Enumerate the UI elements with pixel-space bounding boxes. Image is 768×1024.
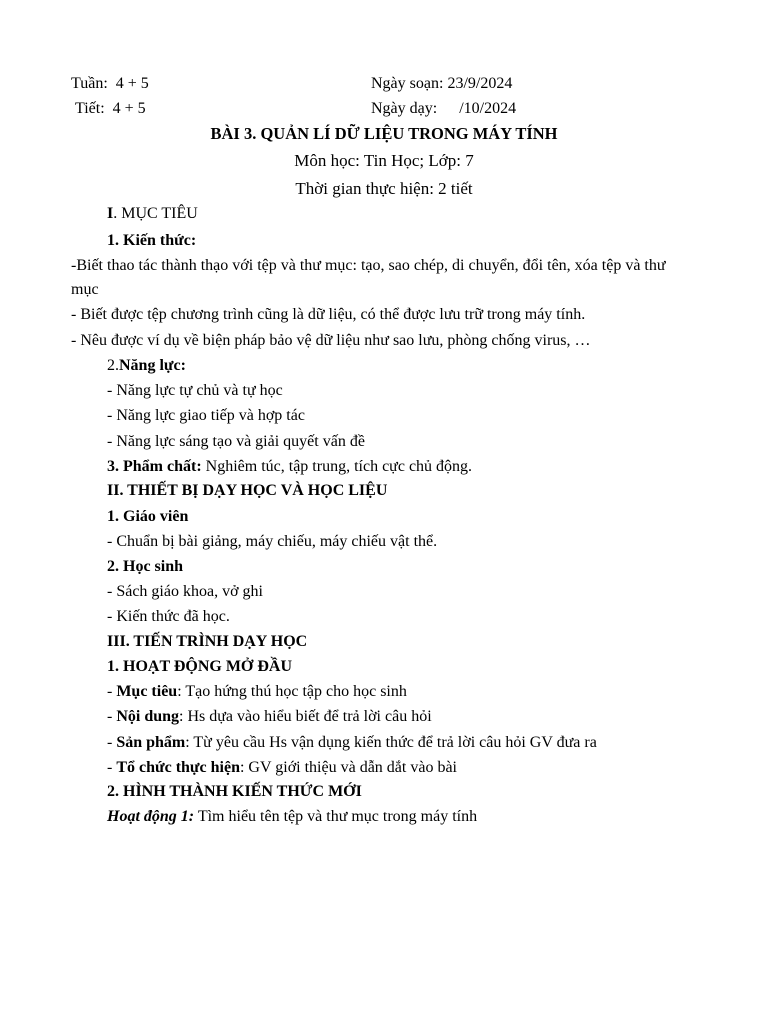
row-label: Nội dung (116, 708, 180, 725)
lesson-title: BÀI 3. QUẢN LÍ DỮ LIỆU TRONG MÁY TÍNH (210, 124, 558, 143)
section-3-num: III (107, 633, 126, 650)
duration-line: Thời gian thực hiện: 2 tiết (295, 179, 473, 198)
sub-activity-line (107, 807, 477, 827)
header-tiet (75, 99, 146, 119)
competence-num: 2. (107, 357, 119, 374)
header-ngay-day (371, 99, 516, 119)
section-2-num: II (107, 482, 120, 499)
activity-1-heading (107, 657, 292, 677)
knowledge-heading (107, 231, 196, 251)
header-ngay-soan (371, 74, 512, 94)
teacher-title: 1. Giáo viên (107, 508, 189, 525)
header-tuan (71, 74, 149, 94)
row-text: : GV giới thiệu và dẫn dắt vào bài (239, 759, 457, 776)
ngay-day-label: Ngày dạy: (371, 100, 438, 117)
row-label: Mục tiêu (116, 683, 178, 700)
quality-text: Nghiêm túc, tập trung, tích cực chủ động. (201, 458, 473, 475)
ngay-day-value: /10/2024 (459, 100, 517, 117)
student-heading (107, 557, 183, 577)
row-dash: - (107, 734, 117, 751)
competence-heading (107, 356, 186, 376)
activity-row (107, 758, 457, 778)
teacher-item: - Chuẩn bị bài giảng, máy chiếu, máy chiếu vật thể. (107, 533, 438, 550)
row-text: : Hs dựa vào hiểu biết để trả lời câu hỏi (179, 708, 432, 725)
knowledge-num: 1 (107, 232, 115, 249)
quality-title: . Phẩm chất: (115, 458, 202, 475)
section-1-title: . MỤC TIÊU (113, 205, 198, 222)
row-label: Sản phẩm (116, 734, 186, 751)
ngay-soan-label: Ngày soạn: (371, 75, 444, 92)
activity-2-title: 2. HÌNH THÀNH KIẾN THỨC MỚI (107, 783, 362, 800)
student-item: - Kiến thức đã học. (107, 608, 230, 625)
knowledge-item: - Biết được tệp chương trình cũng là dữ liệu, có thể được lưu trữ trong máy tính. (71, 306, 586, 323)
student-item: - Sách giáo khoa, vở ghi (107, 583, 263, 600)
row-dash: - (107, 708, 117, 725)
sub-activity-text: Tìm hiểu tên tệp và thư mục trong máy tính (194, 808, 478, 825)
competence-item: - Năng lực sáng tạo và giải quyết vấn đề (107, 433, 365, 450)
tuan-value: 4 + 5 (115, 75, 149, 92)
section-1-heading (107, 204, 198, 224)
quality-line (107, 457, 472, 477)
row-label: Tổ chức thực hiện (116, 759, 240, 776)
knowledge-title: . Kiến thức: (115, 232, 197, 249)
row-dash: - (107, 759, 117, 776)
tiet-value: 4 + 5 (112, 100, 146, 117)
knowledge-item: -Biết thao tác thành thạo với tệp và thư mục: tạo, sao chép, di chuyển, đổi tên, xóa tệp và thư (71, 257, 666, 274)
tiet-label: Tiết: (75, 100, 105, 117)
competence-title: Năng lực: (119, 357, 186, 374)
competence-item: - Năng lực tự chủ và tự học (107, 382, 283, 399)
activity-2-heading (107, 782, 362, 802)
section-3-title: . TIẾN TRÌNH DẠY HỌC (125, 633, 308, 650)
sub-activity-label: Hoạt động 1: (107, 808, 195, 825)
ngay-soan-value: 23/9/2024 (447, 75, 513, 92)
student-title: 2. Học sinh (107, 558, 184, 575)
activity-row (107, 682, 407, 702)
row-text: : Tạo hứng thú học tập cho học sinh (177, 683, 407, 700)
row-dash: - (107, 683, 117, 700)
activity-row (107, 707, 432, 727)
teacher-heading (107, 507, 188, 527)
section-3-heading (107, 632, 307, 652)
subject-line: Môn học: Tin Học; Lớp: 7 (294, 151, 474, 170)
quality-num: 3 (107, 458, 115, 475)
activity-1-title: 1. HOẠT ĐỘNG MỞ ĐẦU (107, 658, 293, 675)
section-1-num: I (107, 205, 114, 222)
competence-item: - Năng lực giao tiếp và hợp tác (107, 407, 305, 424)
section-2-title: . THIẾT BỊ DẠY HỌC VÀ HỌC LIỆU (119, 482, 388, 499)
section-2-heading (107, 481, 387, 501)
activity-row (107, 733, 597, 753)
row-text: : Từ yêu cầu Hs vận dụng kiến thức để trả lời câu hỏi GV đưa ra (185, 734, 597, 751)
knowledge-item: mục (71, 281, 99, 298)
tuan-label: Tuần: (71, 75, 108, 92)
knowledge-item: - Nêu được ví dụ về biện pháp bảo vệ dữ liệu như sao lưu, phòng chống virus, … (71, 332, 591, 349)
